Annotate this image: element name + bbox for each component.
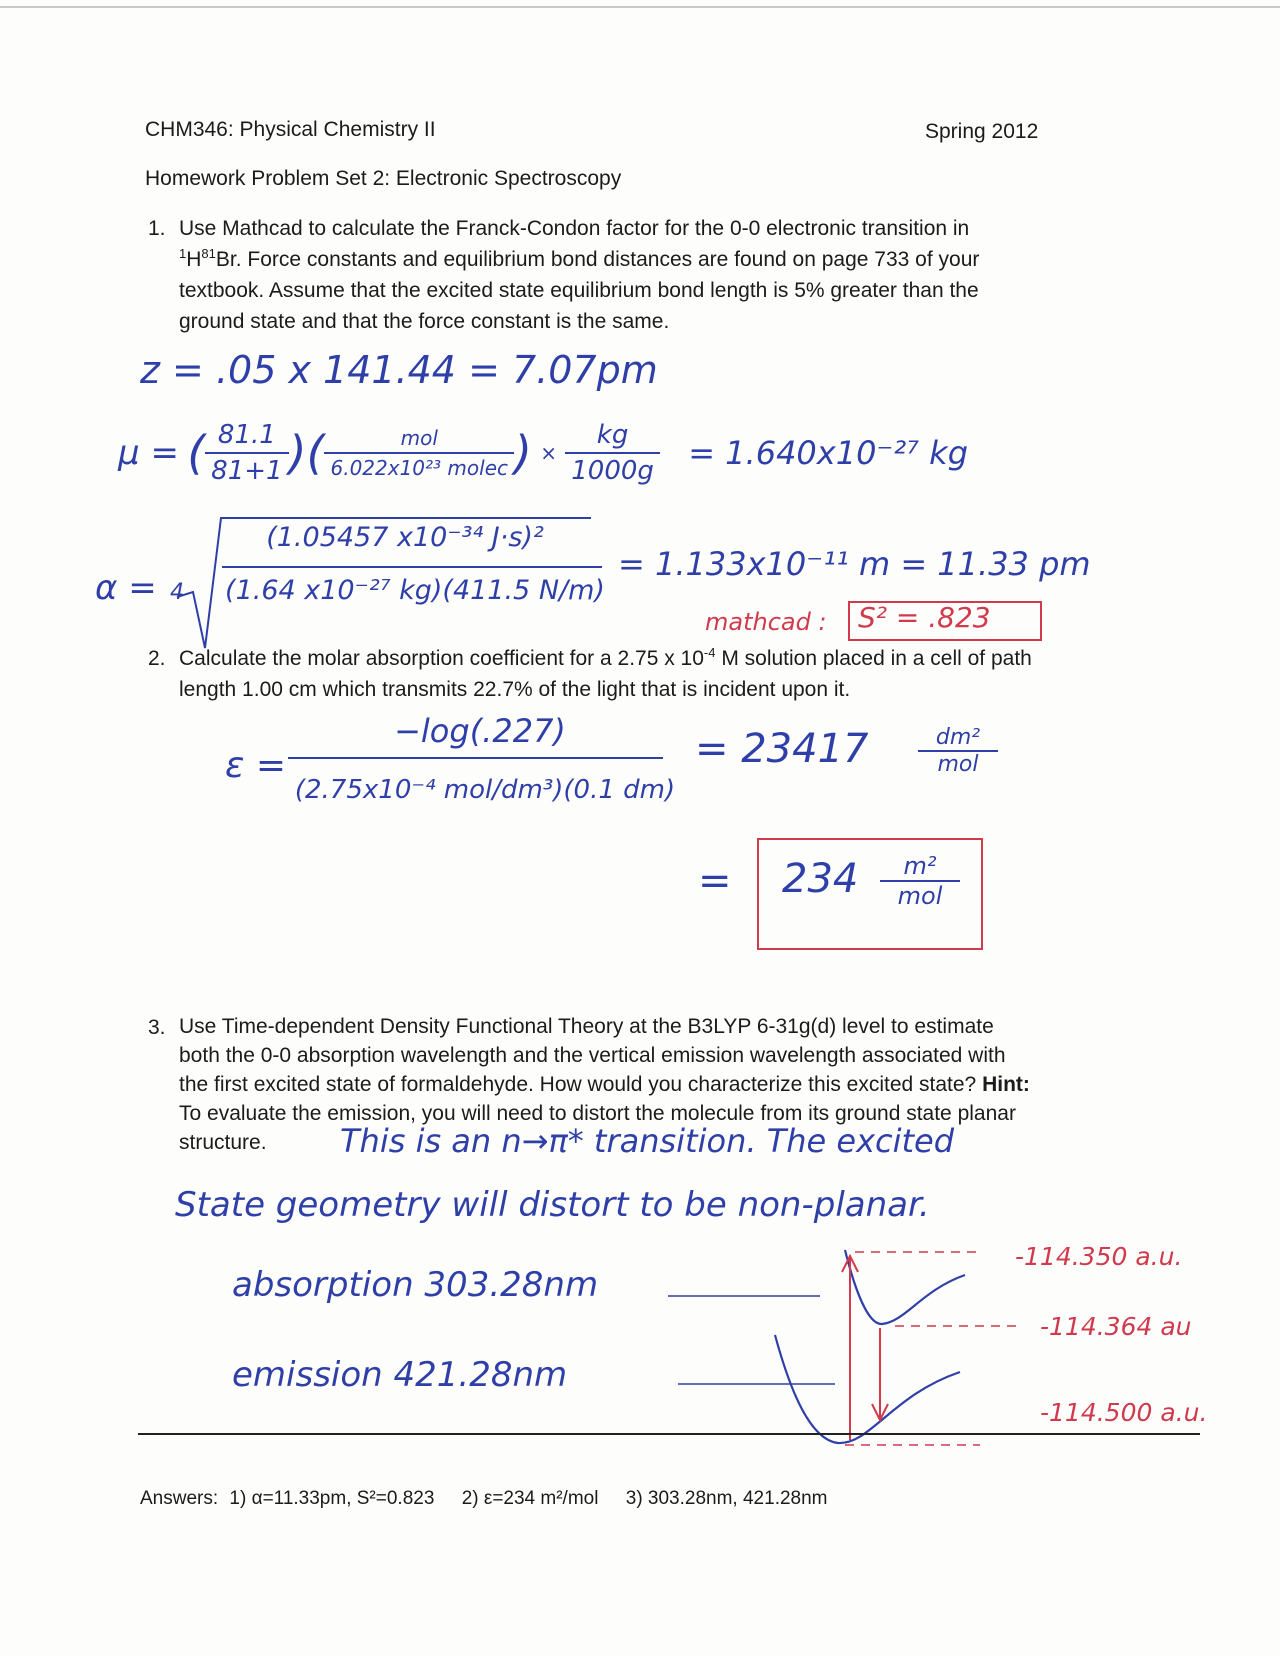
alpha-fraction-bar xyxy=(222,566,602,568)
epsilon-result: = 23417 xyxy=(695,726,869,772)
problem-2-number: 2. xyxy=(148,647,166,670)
problem-2-line-2: length 1.00 cm which transmits 22.7% of the light that is incident upon it. xyxy=(179,678,851,701)
mathcad-value: S² = .823 xyxy=(858,601,991,634)
epsilon-label: ε = xyxy=(225,745,287,786)
work-z-line: z = .05 x 141.44 = 7.07pm xyxy=(140,348,658,392)
answers-line xyxy=(140,1488,828,1510)
problem-3-line-1: Use Time-dependent Density Functional Theory at the B3LYP 6-31g(d) level to estimate xyxy=(179,1015,994,1038)
answer-1: 1) α=11.33pm, S²=0.823 xyxy=(229,1488,435,1509)
epsilon-fraction-bar xyxy=(288,757,663,759)
problem-3-line-4: To evaluate the emission, you will need to distort the molecule from its ground state planar xyxy=(179,1102,1016,1125)
alpha-numerator: (1.05457 x10⁻³⁴ J·s)² xyxy=(266,522,544,553)
epsilon-unit: dm² mol xyxy=(918,725,998,777)
root-index: 4 xyxy=(170,580,184,605)
mu-frac-avogadro: $\frac{\text{mol}}{\text{6.022x10²³ molec}}$ xyxy=(324,426,514,480)
mu-times: × xyxy=(540,441,557,465)
exponent: -4 xyxy=(703,645,716,660)
mu-label: μ = xyxy=(118,433,179,473)
answers-label: Answers: xyxy=(140,1488,219,1509)
mu-result: = 1.640x10⁻²⁷ kg xyxy=(688,434,968,472)
problem-2-text xyxy=(179,643,1079,705)
isotope-br: 81 xyxy=(201,246,216,261)
work-mu-line: μ = ( $\frac{81.1}{81+1}$ )( $\frac{\text{mol}}{\text{6.022x10²³ molec}}$ ) × $\frac{kg}{1000g}$ = 1.640x10⁻²⁷ kg xyxy=(118,420,968,486)
energy-diagram xyxy=(660,1240,1040,1460)
energy-mid-label: -114.364 au xyxy=(1040,1312,1192,1341)
epsilon-denominator: (2.75x10⁻⁴ mol/dm³)(0.1 dm) xyxy=(294,775,676,805)
term-label: Spring 2012 xyxy=(925,120,1039,143)
problem-3-line-3: the first excited state of formaldehyde. How would you characterize this excited state? Hint: xyxy=(179,1073,1030,1096)
problem-1-line-3: textbook. Assume that the excited state equilibrium bond length is 5% greater than the xyxy=(179,279,979,302)
answers-divider xyxy=(138,1433,1200,1435)
excited-state-curve xyxy=(845,1250,965,1324)
emission-value: emission 421.28nm xyxy=(232,1355,568,1395)
problem-1-text xyxy=(179,213,1039,337)
problem-1-line-2-rest: Br. Force constants and equilibrium bond distances are found on page 733 of your xyxy=(215,248,980,271)
alpha-result: = 1.133x10⁻¹¹ m = 11.33 pm xyxy=(618,545,1091,583)
epsilon-final-unit: m² mol xyxy=(880,852,960,910)
course-title: CHM346: Physical Chemistry II xyxy=(145,118,436,141)
problem-3-number: 3. xyxy=(148,1016,166,1039)
problem-1-line-1: Use Mathcad to calculate the Franck-Condon factor for the 0-0 electronic transition in xyxy=(179,217,970,240)
absorption-value: absorption 303.28nm xyxy=(232,1265,599,1305)
alpha-denominator: (1.64 x10⁻²⁷ kg)(411.5 N/m) xyxy=(225,575,605,606)
emission-arrow xyxy=(872,1328,888,1420)
problem-1-number: 1. xyxy=(148,217,166,240)
element-h: H xyxy=(186,248,202,271)
answer-2: 2) ε=234 m²/mol xyxy=(461,1488,599,1509)
isotope-h: 1 xyxy=(179,246,187,261)
energy-bottom-label: -114.500 a.u. xyxy=(1040,1398,1208,1427)
answer-3-line-1: This is an n→π* transition. The excited xyxy=(340,1122,955,1160)
mathcad-label: mathcad : xyxy=(705,608,827,636)
mu-frac-mass: $\frac{81.1}{81+1}$ xyxy=(205,420,288,486)
problem-3-line-5: structure. xyxy=(179,1131,267,1154)
energy-top-label: -114.350 a.u. xyxy=(1015,1242,1183,1271)
problem-1-line-4: ground state and that the force constant is the same. xyxy=(179,310,670,333)
answer-3-line-2: State geometry will distort to be non-planar. xyxy=(175,1185,930,1225)
epsilon-numerator: −log(.227) xyxy=(394,712,566,750)
epsilon-final-equals: = xyxy=(698,858,732,904)
problem-set-title: Homework Problem Set 2: Electronic Spectroscopy xyxy=(145,167,622,190)
problem-2-line-1: Calculate the molar absorption coefficient for a 2.75 x $10^{-4}$ M solution placed in a cell of path xyxy=(179,645,1032,670)
problem-1-line-2 xyxy=(179,244,1039,275)
answer-3: 3) 303.28nm, 421.28nm xyxy=(625,1488,828,1509)
alpha-label: α = xyxy=(95,568,157,608)
hint-label: Hint: xyxy=(982,1073,1030,1096)
scan-edge xyxy=(0,6,1280,8)
mu-frac-kg: $\frac{kg}{1000g}$ xyxy=(565,420,660,486)
ground-state-curve xyxy=(775,1335,960,1443)
epsilon-final: 234 xyxy=(782,856,859,902)
problem-3-line-2: both the 0-0 absorption wavelength and the vertical emission wavelength associated with xyxy=(179,1044,1006,1067)
